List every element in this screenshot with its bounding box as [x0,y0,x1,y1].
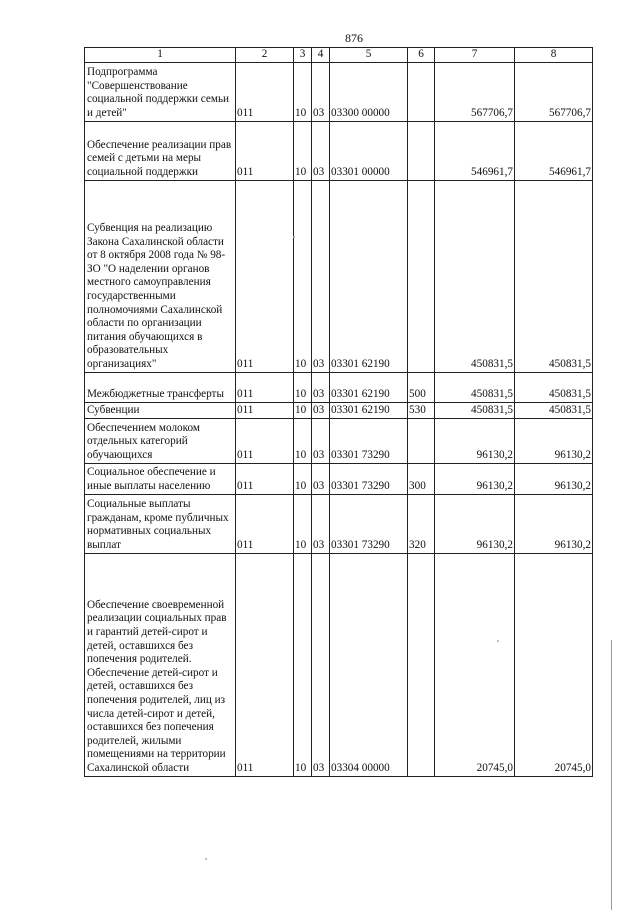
amount-column-7: 96130,2 [435,494,515,553]
subsection-code: 03 [312,418,330,463]
subsection-code: 03 [312,553,330,776]
scan-speck [205,858,207,860]
section-code: 10 [294,121,312,180]
amount-column-8: 96130,2 [515,463,593,494]
subsection-code: 03 [312,180,330,372]
admin-code: 011 [236,494,294,553]
table-header-row [85,48,593,63]
column-header: 5 [330,48,408,63]
subsection-code: 03 [312,463,330,494]
admin-code: 011 [236,418,294,463]
column-header: 8 [515,48,593,63]
target-article-code: 03301 00000 [330,121,408,180]
expense-type-code [408,62,435,121]
expense-type-code: 500 [408,372,435,402]
item-name: Социальные выплаты гражданам, кроме публичных нормативных социальных выплат [85,494,236,553]
section-code: 10 [294,402,312,418]
expense-type-code: 300 [408,463,435,494]
expense-type-code [408,553,435,776]
table-row [85,62,593,121]
table-row [85,553,593,776]
table-row [85,180,593,372]
item-name: Социальное обеспечение и иные выплаты населению [85,463,236,494]
table-row [85,494,593,553]
section-code: 10 [294,372,312,402]
amount-column-8: 96130,2 [515,418,593,463]
admin-code: 011 [236,463,294,494]
amount-column-7: 450831,5 [435,180,515,372]
amount-column-7: 20745,0 [435,553,515,776]
section-code: 10 [294,494,312,553]
target-article-code: 03301 62190 [330,180,408,372]
table-row [85,402,593,418]
section-code: 10 [294,62,312,121]
amount-column-8: 20745,0 [515,553,593,776]
amount-column-7: 96130,2 [435,463,515,494]
target-article-code: 03301 73290 [330,494,408,553]
amount-column-7: 567706,7 [435,62,515,121]
admin-code: 011 [236,402,294,418]
expense-type-code: 530 [408,402,435,418]
column-header: 6 [408,48,435,63]
target-article-code: 03301 62190 [330,402,408,418]
scan-edge-line [611,640,612,910]
item-name: Обеспечение своевременной реализации социальных прав и гарантий детей-сирот и детей, оставшихся без попечения родителей. Обеспечение детей-сирот и детей, оставшихся без попечения родителей, лиц из числа детей-сирот и детей, оставшихся без попечения родителей, жилыми помещениями на территории Сахалинской области [85,553,236,776]
expense-type-code: 320 [408,494,435,553]
table-row [85,418,593,463]
target-article-code: 03301 73290 [330,463,408,494]
scan-speck [293,236,295,238]
column-header: 1 [85,48,236,63]
amount-column-8: 450831,5 [515,180,593,372]
column-header: 4 [312,48,330,63]
item-name: Межбюджетные трансферты [85,372,236,402]
amount-column-7: 96130,2 [435,418,515,463]
expense-type-code [408,121,435,180]
section-code: 10 [294,180,312,372]
column-header: 2 [236,48,294,63]
section-code: 10 [294,418,312,463]
target-article-code: 03300 00000 [330,62,408,121]
page-number: 876 [345,31,363,45]
admin-code: 011 [236,121,294,180]
scan-speck [497,640,499,642]
subsection-code: 03 [312,62,330,121]
subsection-code: 03 [312,372,330,402]
column-header: 3 [294,48,312,63]
amount-column-7: 450831,5 [435,372,515,402]
table-row [85,121,593,180]
amount-column-7: 450831,5 [435,402,515,418]
target-article-code: 03301 73290 [330,418,408,463]
amount-column-8: 96130,2 [515,494,593,553]
column-header: 7 [435,48,515,63]
subsection-code: 03 [312,494,330,553]
budget-table [84,47,593,777]
admin-code: 011 [236,372,294,402]
item-name: Субвенции [85,402,236,418]
amount-column-8: 546961,7 [515,121,593,180]
admin-code: 011 [236,553,294,776]
item-name: Обеспечение реализации прав семей с детьми на меры социальной поддержки [85,121,236,180]
subsection-code: 03 [312,121,330,180]
table-row [85,463,593,494]
subsection-code: 03 [312,402,330,418]
target-article-code: 03301 62190 [330,372,408,402]
admin-code: 011 [236,180,294,372]
amount-column-8: 450831,5 [515,372,593,402]
admin-code: 011 [236,62,294,121]
item-name: Подпрограмма "Совершенствование социальной поддержки семьи и детей" [85,62,236,121]
section-code: 10 [294,553,312,776]
item-name: Обеспечением молоком отдельных категорий обучающихся [85,418,236,463]
target-article-code: 03304 00000 [330,553,408,776]
amount-column-8: 450831,5 [515,402,593,418]
table-row [85,372,593,402]
expense-type-code [408,180,435,372]
section-code: 10 [294,463,312,494]
item-name: Субвенция на реализацию Закона Сахалинской области от 8 октября 2008 года № 98-ЗО "О наделении органов местного самоуправления государственными полномочиями Сахалинской области по организации питания обучающихся в образовательных организациях" [85,180,236,372]
amount-column-7: 546961,7 [435,121,515,180]
amount-column-8: 567706,7 [515,62,593,121]
expense-type-code [408,418,435,463]
